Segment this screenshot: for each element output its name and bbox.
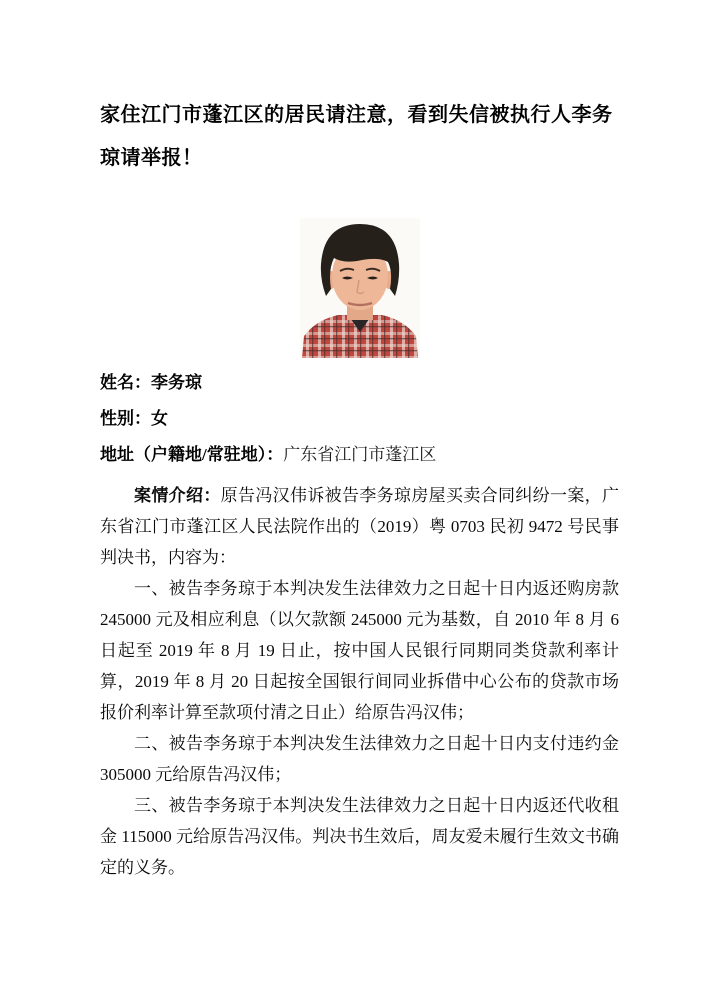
address-value: 广东省江门市蓬江区 [283,445,437,464]
gender-label: 性别： [100,409,151,428]
page-title: 家住江门市蓬江区的居民请注意，看到失信被执行人李务琼请举报！ [100,104,613,169]
info-line-address [100,444,619,465]
case-intro-text: 原告冯汉伟诉被告李务琼房屋买卖合同纠纷一案，广东省江门市蓬江区人民法院作出的（2019）粤 0703 民初 9472 号民事判决书，内容为： [100,486,620,567]
subject-info [100,372,619,465]
case-description [100,480,619,883]
gender-value: 女 [151,409,168,428]
name-label: 姓名： [100,373,151,392]
case-intro-paragraph [100,480,619,573]
case-intro-lead: 案情介绍： [134,486,221,505]
judgment-item-2: 二、被告李务琼于本判决发生法律效力之日起十日内支付违约金 305000 元给原告冯汉伟； [100,734,619,784]
portrait-photo [300,218,420,358]
info-line-name [100,372,619,393]
name-value: 李务琼 [151,373,202,392]
portrait-photo-illustration [300,218,420,358]
info-line-gender [100,408,619,429]
judgment-item-3: 三、被告李务琼于本判决发生法律效力之日起十日内返还代收租金 115000 元给原告冯汉伟。判决书生效后，周友爱未履行生效文书确定的义务。 [100,796,619,877]
address-label: 地址（户籍地/常驻地）： [100,445,284,464]
judgment-item-1: 一、被告李务琼于本判决发生法律效力之日起十日内返还购房款 245000 元及相应利息（以欠款额 245000 元为基数，自 2010 年 8 月 6 日起至 2019 年 8 月 19 日止，按中国人民银行同期同类贷款利率计算，2019 年 8 月 20 日起按全国银行间同业拆借中心公布的贷款市场报价利率计算至款项付清之日止）给原告冯汉伟； [100,579,619,722]
